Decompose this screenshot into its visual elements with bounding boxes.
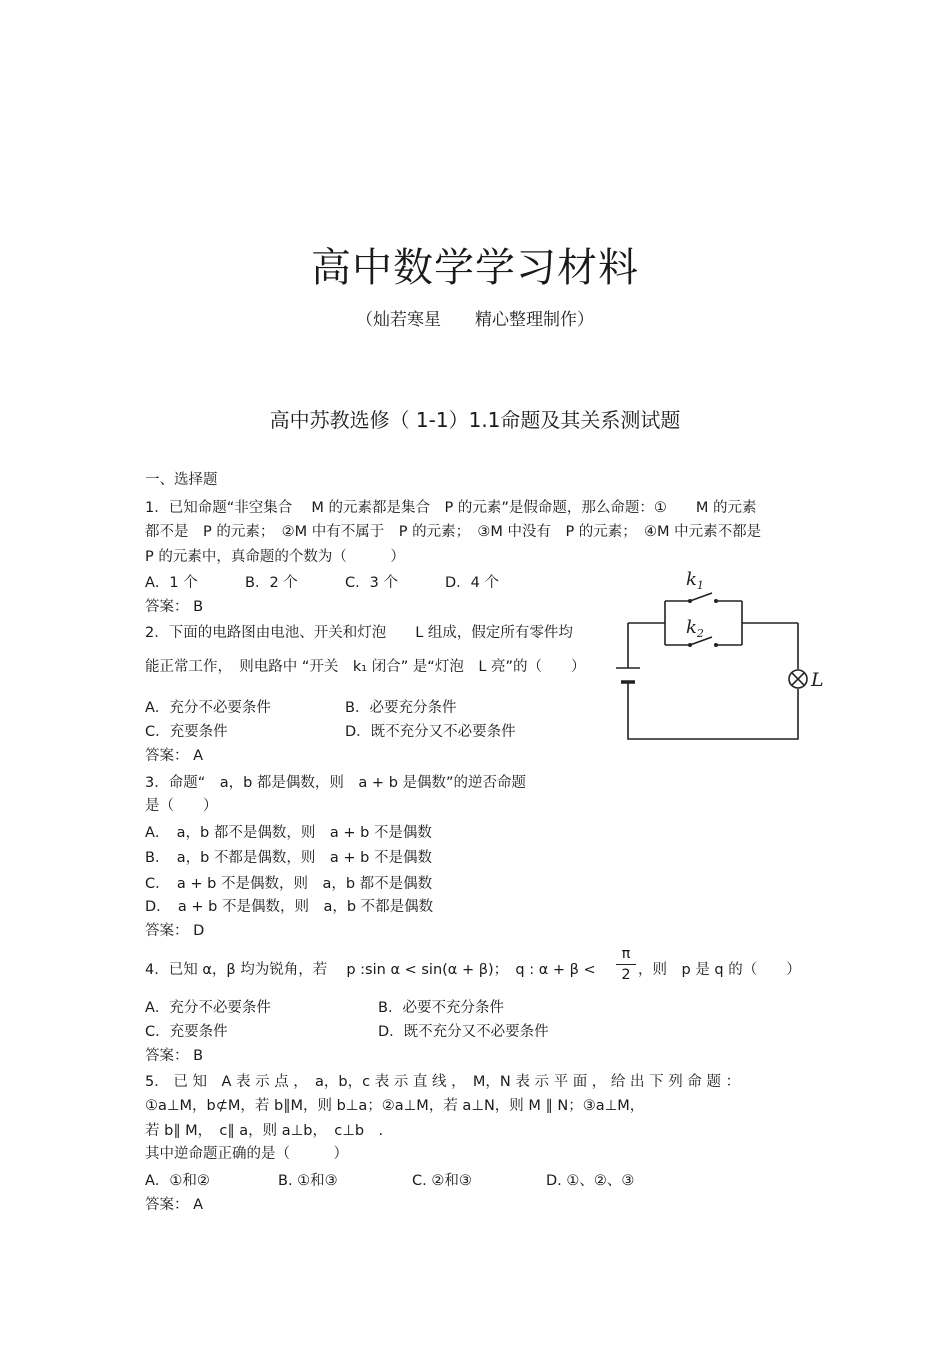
- q4-option-c: C．充要条件: [145, 1024, 228, 1040]
- q2-answer: 答案： A: [145, 748, 204, 764]
- q5-line-2: ①a⊥M，b⊄M，若 b∥M，则 b⊥a；②a⊥M，若 a⊥N，则 M ∥ N；③a⊥M，: [145, 1098, 645, 1114]
- q3-line-2: 是（ ）: [145, 798, 218, 814]
- page-title: 高中数学学习材料: [311, 245, 639, 291]
- q2-line-1: 2．下面的电路图由电池、开关和灯泡 L 组成，假定所有零件均: [145, 625, 573, 641]
- circuit-diagram: [610, 565, 840, 750]
- q4-option-a: A．充分不必要条件: [145, 1000, 271, 1016]
- q1-line-1: 1．已知命题“非空集合 M 的元素都是集合 P 的元素”是假命题，那么命题：① M 的元素: [145, 500, 757, 516]
- q4-fraction-numerator: π: [621, 946, 631, 962]
- q5-line-3: 若 b∥ M， c∥ a，则 a⊥b， c⊥b .: [145, 1123, 384, 1139]
- q2-line-2: 能正常工作， 则电路中 “开关 k₁ 闭合” 是“灯泡 L 亮”的（ ）: [145, 659, 586, 675]
- q4-line-b: ，则 p 是 q 的（ ）: [638, 962, 801, 978]
- q5-line-4: 其中逆命题正确的是（ ）: [145, 1146, 348, 1162]
- q3-answer: 答案： D: [145, 923, 205, 939]
- switch-k2-label: $k_2$: [686, 617, 704, 640]
- q4-option-d: D．既不充分又不必要条件: [378, 1024, 549, 1040]
- section-heading: 一、选择题: [145, 472, 218, 488]
- q3-option-a: A． a，b 都不是偶数，则 a + b 不是偶数: [145, 825, 432, 841]
- q3-line-1: 3．命题“ a，b 都是偶数，则 a + b 是偶数”的逆否命题: [145, 775, 527, 791]
- q2-option-c: C．充要条件: [145, 724, 228, 740]
- q4-line-a: 4．已知 α，β 均为锐角，若 p :sin α < sin(α + β)； q : α + β <: [145, 962, 596, 978]
- q5-option-b: B. ①和③: [278, 1173, 338, 1189]
- q5-option-d: D. ①、②、③: [546, 1173, 635, 1189]
- q1-line-2: 都不是 P 的元素； ②M 中有不属于 P 的元素； ③M 中没有 P 的元素； ④M 中元素不都是: [145, 524, 762, 540]
- q4-fraction-denominator: 2: [616, 964, 636, 985]
- q1-option-c: C．3 个: [345, 575, 398, 591]
- q4-option-b: B．必要不充分条件: [378, 1000, 504, 1016]
- q1-answer: 答案： B: [145, 599, 204, 615]
- q5-option-a: A．①和②: [145, 1173, 210, 1189]
- q5-option-c: C. ②和③: [412, 1173, 472, 1189]
- q1-option-d: D．4 个: [445, 575, 499, 591]
- q2-option-d: D．既不充分又不必要条件: [345, 724, 516, 740]
- lamp-label: L: [811, 669, 824, 691]
- k1-contact-left: [688, 599, 692, 603]
- k1-contact-right: [714, 599, 718, 603]
- q1-line-3: P 的元素中，真命题的个数为（ ）: [145, 549, 405, 565]
- q4-answer: 答案： B: [145, 1048, 204, 1064]
- q1-option-b: B．2 个: [245, 575, 298, 591]
- q4-fraction: [616, 944, 636, 985]
- q2-option-a: A．充分不必要条件: [145, 700, 271, 716]
- q5-line-1: 5． 已 知 A 表 示 点 ， a，b，c 表 示 直 线 ， M，N 表 示 平 面 ， 给 出 下 列 命 题 ：: [145, 1074, 741, 1090]
- q3-option-b: B． a，b 不都是偶数，则 a + b 不是偶数: [145, 850, 432, 866]
- test-title: 高中苏教选修（ 1-1）1.1命题及其关系测试题: [269, 408, 681, 432]
- page-subtitle: （灿若寒星 精心整理制作）: [356, 310, 594, 330]
- k2-contact-right: [714, 643, 718, 647]
- q1-option-a: A．1 个: [145, 575, 198, 591]
- q5-answer: 答案： A: [145, 1197, 204, 1213]
- q3-option-c: C． a + b 不是偶数，则 a，b 都不是偶数: [145, 876, 433, 892]
- q2-option-b: B．必要充分条件: [345, 700, 457, 716]
- k2-contact-left: [688, 643, 692, 647]
- q3-option-d: D． a + b 不是偶数，则 a，b 不都是偶数: [145, 899, 434, 915]
- switch-k1-label: $k_1$: [686, 569, 704, 592]
